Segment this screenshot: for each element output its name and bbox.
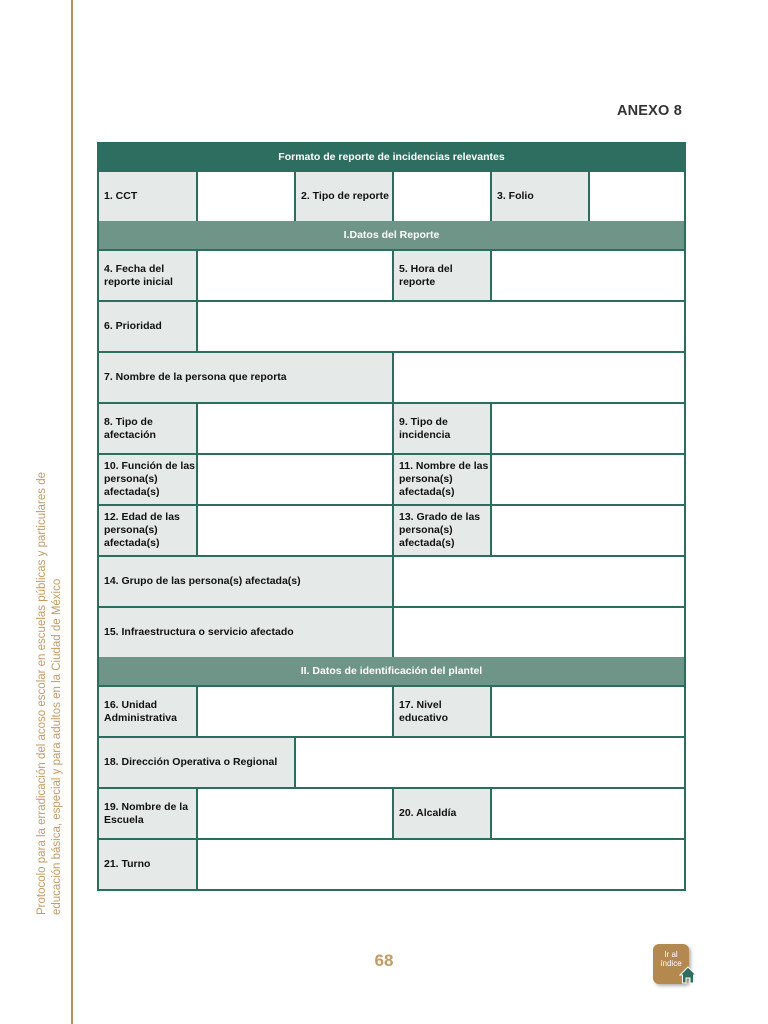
label-affected-age: 12. Edad de las persona(s) afectada(s)	[99, 506, 196, 555]
row-shift	[99, 838, 684, 889]
field-folio[interactable]	[588, 172, 684, 221]
side-title-line-1: Protocolo para la erradicación del acoso escolar en escuelas públicas y particulares de	[36, 472, 48, 915]
field-affected-function[interactable]	[196, 455, 392, 504]
label-reporter-name: 7. Nombre de la persona que reporta	[99, 353, 392, 402]
incident-report-form	[97, 142, 686, 891]
label-cct: 1. CCT	[99, 172, 196, 221]
field-affectation-type[interactable]	[196, 404, 392, 453]
field-incident-type[interactable]	[490, 404, 684, 453]
side-title-line-2: educación básica, especial y para adultos en la Ciudad de México	[51, 578, 63, 915]
field-report-type[interactable]	[392, 172, 490, 221]
label-initial-date: 4. Fecha del reporte inicial	[99, 251, 196, 300]
field-admin-unit[interactable]	[196, 687, 392, 736]
page-number: 68	[374, 951, 394, 970]
field-education-level[interactable]	[490, 687, 684, 736]
field-shift[interactable]	[196, 840, 684, 889]
row-age-grade	[99, 504, 684, 555]
annex-label: ANEXO 8	[616, 103, 682, 119]
label-affected-group: 14. Grupo de las persona(s) afectada(s)	[99, 557, 392, 606]
label-infrastructure: 15. Infraestructura o servicio afectado	[99, 608, 392, 657]
home-icon[interactable]	[679, 966, 697, 984]
field-initial-date[interactable]	[196, 251, 392, 300]
label-affected-function: 10. Función de las persona(s) afectada(s)	[99, 455, 196, 504]
field-affected-name[interactable]	[490, 455, 684, 504]
field-operative-direction[interactable]	[294, 738, 684, 787]
label-folio: 3. Folio	[490, 172, 588, 221]
row-cct	[99, 170, 684, 221]
label-affectation-type: 8. Tipo de afectación	[99, 404, 196, 453]
row-affectation	[99, 402, 684, 453]
section-report-data: I.Datos del Reporte	[99, 221, 684, 249]
field-priority[interactable]	[196, 302, 684, 351]
field-cct[interactable]	[196, 172, 294, 221]
field-report-time[interactable]	[490, 251, 684, 300]
side-rule	[71, 0, 73, 1024]
side-running-title	[35, 435, 65, 915]
label-operative-direction: 18. Dirección Operativa o Regional	[99, 738, 294, 787]
row-unit-level	[99, 685, 684, 736]
label-incident-type: 9. Tipo de incidencia	[392, 404, 490, 453]
label-borough: 20. Alcaldía	[392, 789, 490, 838]
label-school-name: 19. Nombre de la Escuela	[99, 789, 196, 838]
field-school-name[interactable]	[196, 789, 392, 838]
field-infrastructure[interactable]	[392, 608, 684, 657]
label-shift: 21. Turno	[99, 840, 196, 889]
field-affected-age[interactable]	[196, 506, 392, 555]
row-operative-direction	[99, 736, 684, 787]
field-affected-grade[interactable]	[490, 506, 684, 555]
row-priority	[99, 300, 684, 351]
row-function-name	[99, 453, 684, 504]
label-report-time: 5. Hora del reporte	[392, 251, 490, 300]
row-reporter-name	[99, 351, 684, 402]
form-title: Formato de reporte de incidencias relevantes	[99, 142, 684, 170]
row-school-borough	[99, 787, 684, 838]
label-report-type: 2. Tipo de reporte	[294, 172, 392, 221]
label-priority: 6. Prioridad	[99, 302, 196, 351]
label-education-level: 17. Nivel educativo	[392, 687, 490, 736]
row-infrastructure	[99, 606, 684, 657]
field-affected-group[interactable]	[392, 557, 684, 606]
row-group	[99, 555, 684, 606]
field-reporter-name[interactable]	[392, 353, 684, 402]
row-date-time	[99, 249, 684, 300]
field-borough[interactable]	[490, 789, 684, 838]
label-affected-name: 11. Nombre de las persona(s) afectada(s)	[392, 455, 490, 504]
index-button-line-2: índice	[660, 959, 682, 968]
label-admin-unit: 16. Unidad Administrativa	[99, 687, 196, 736]
label-affected-grade: 13. Grado de las persona(s) afectada(s)	[392, 506, 490, 555]
section-school-identification: II. Datos de identificación del plantel	[99, 657, 684, 685]
index-button-line-1: Ir al	[664, 950, 678, 959]
